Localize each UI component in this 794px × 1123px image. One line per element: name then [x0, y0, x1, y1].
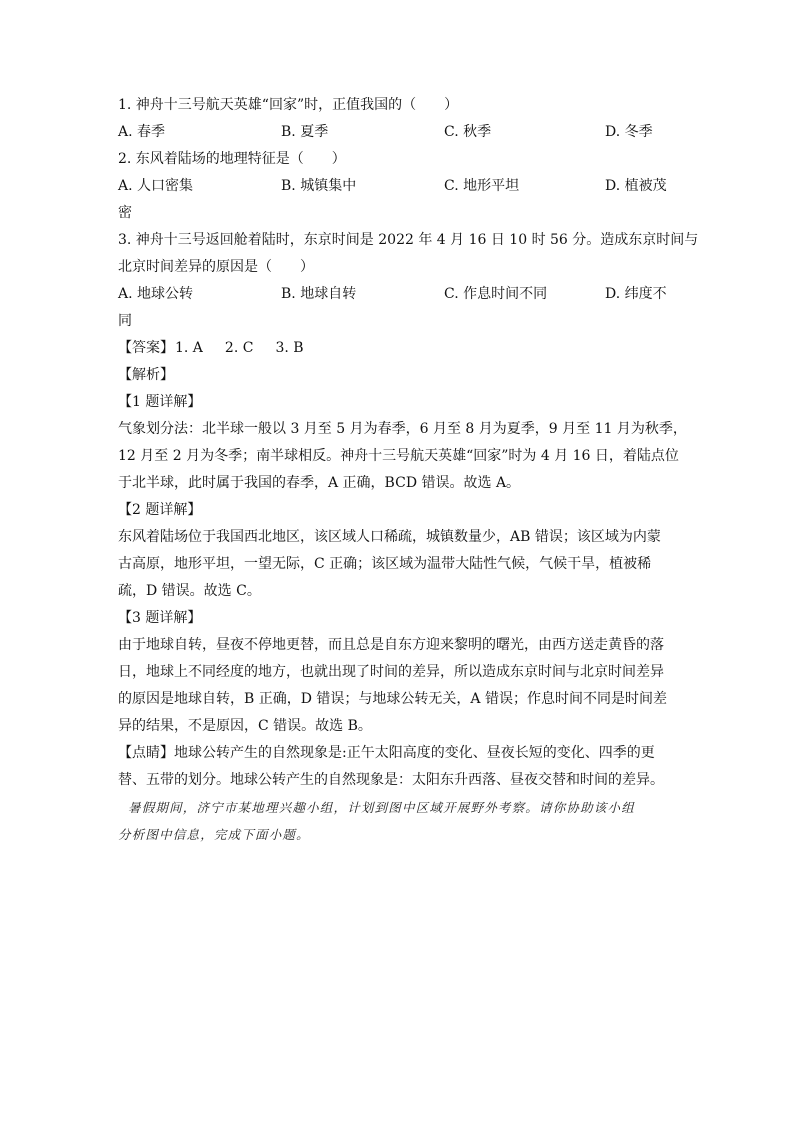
detail-2-line: 古高原，地形平坦，一望无际，C 正确；该区域为温带大陆性气候，气候干旱，植被稀 [118, 556, 652, 572]
question-3-option-d-wrap: 同 [118, 313, 132, 329]
detail-3-line: 异的结果，不是原因，C 错误。故选 B。 [118, 718, 372, 734]
detail-3-line: 由于地球自转，昼夜不停地更替，而且总是自东方迎来黎明的曙光，由西方送走黄昏的落 [118, 637, 664, 653]
detail-1-paragraph [118, 416, 687, 497]
detail-2-line: 东风着陆场位于我国西北地区，该区域人口稀疏，城镇数量少，AB 错误；该区域为内蒙 [118, 529, 661, 545]
question-3-option-c: C. 作息时间不同 [444, 286, 548, 302]
detail-2-paragraph [118, 524, 674, 605]
question-1-option-a: A. 春季 [118, 124, 166, 140]
question-3-option-d: D. 纬度不 [605, 286, 667, 302]
question-2-option-c: C. 地形平坦 [444, 178, 520, 194]
question-2-option-d: D. 植被茂 [605, 178, 667, 194]
question-1-options [118, 119, 674, 146]
detail-1-line: 于北半球，此时属于我国的春季，A 正确，BCD 错误。故选 A。 [118, 475, 521, 491]
question-1-option-d: D. 冬季 [605, 124, 653, 140]
detail-2-line: 疏，D 错误。故选 C。 [118, 583, 261, 599]
answer-row [118, 335, 674, 362]
answer-item-1: 1. A [175, 340, 203, 356]
next-group-intro-line-2: 分析图中信息，完成下面小题。 [118, 827, 310, 842]
next-group-intro [118, 794, 674, 848]
answer-tag: 【答案】 [118, 340, 174, 356]
answer-item-3: 3. B [275, 340, 304, 356]
detail-1-line: 气象划分法：北半球一般以 3 月至 5 月为春季，6 月至 8 月为夏季，9 月至 11 月为秋季， [118, 421, 687, 437]
question-1-option-c: C. 秋季 [444, 124, 492, 140]
tip-paragraph [118, 740, 674, 794]
question-2-stem: 2. 东风着陆场的地理特征是（ ） [118, 151, 346, 167]
detail-2-heading: 【2 题详解】 [118, 502, 202, 518]
detail-3-line: 日，地球上不同经度的地方，也就出现了时间的差异，所以造成东京时间与北京时间差异 [118, 664, 664, 680]
page-content [118, 92, 699, 848]
question-3-options [118, 281, 674, 308]
tip-line: 替、五带的划分。地球公转产生的自然现象是：太阳东升西落、昼夜交替和时间的差异。 [118, 772, 664, 788]
question-1-stem: 1. 神舟十三号航天英雄“回家”时，正值我国的（ ） [118, 97, 459, 113]
question-2-option-b: B. 城镇集中 [281, 178, 357, 194]
question-1-option-b: B. 夏季 [281, 124, 329, 140]
answer-item-2: 2. C [224, 340, 254, 356]
question-3-option-a: A. 地球公转 [118, 286, 194, 302]
detail-3-heading: 【3 题详解】 [118, 610, 202, 626]
next-group-intro-line-1: 暑假期间，济宁市某地理兴趣小组，计划到图中区域开展野外考察。请你协助该小组 [128, 800, 635, 815]
question-3-option-b: B. 地球自转 [281, 286, 357, 302]
question-3-stem-line-1: 3. 神舟十三号返回舱着陆时，东京时间是 2022 年 4 月 16 日 10 时 56 分。造成东京时间与 [118, 232, 699, 248]
detail-1-heading: 【1 题详解】 [118, 394, 202, 410]
tip-line: 【点睛】地球公转产生的自然现象是:正午太阳高度的变化、昼夜长短的变化、四季的更 [118, 745, 655, 761]
detail-3-line: 的原因是地球自转，B 正确，D 错误；与地球公转无关，A 错误；作息时间不同是时间差 [118, 691, 667, 707]
question-2-options [118, 173, 674, 200]
analysis-tag: 【解析】 [118, 367, 174, 383]
question-3-stem-line-2: 北京时间差异的原因是（ ） [118, 259, 314, 275]
detail-1-line: 12 月至 2 月为冬季；南半球相反。神舟十三号航天英雄“回家”时为 4 月 16 日，着陆点位 [118, 448, 679, 464]
detail-3-paragraph [118, 632, 674, 740]
question-2-option-a: A. 人口密集 [118, 178, 194, 194]
question-2-option-d-wrap: 密 [118, 205, 132, 221]
